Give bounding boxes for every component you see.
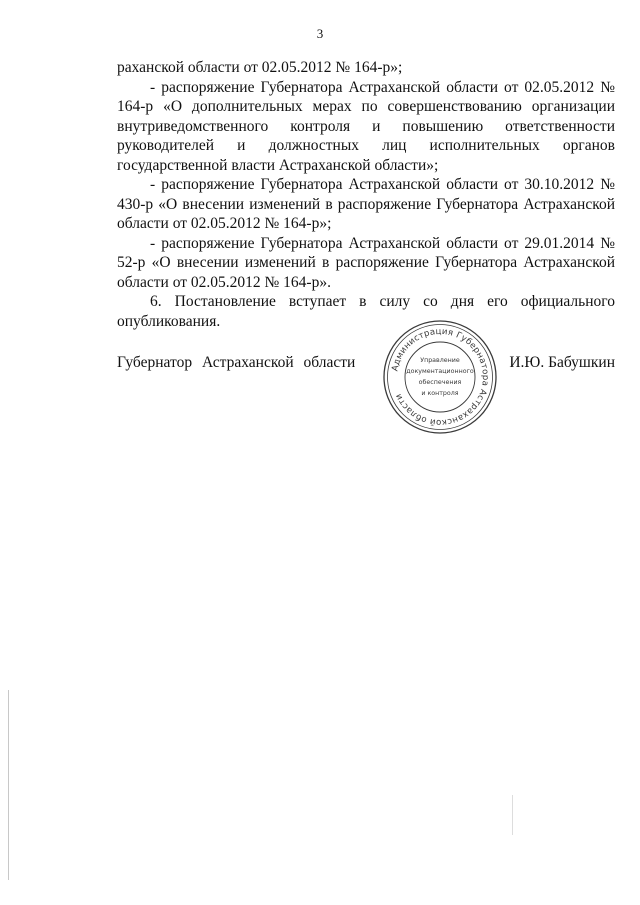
paragraph-effective-date: 6. Постановление вступает в силу со дня его официального опубликования. [117,293,615,330]
seal-ring-text: Администрация Губернатора Астраханской области [390,326,491,428]
signature-block [117,354,615,374]
signatory-title: Губернатор Астраханской области [117,354,356,371]
official-seal [381,318,499,436]
seal-rings [384,321,496,433]
seal-center-line: обеспечения [418,379,462,386]
scan-artifact-right [512,795,513,835]
paragraph-continuation: раханской области от 02.05.2012 № 164-р»; [117,59,403,76]
scan-artifact-left [8,690,9,880]
document-body [117,58,615,331]
paragraph-order-430: - распоряжение Губернатора Астраханской области от 30.10.2012 № 430-р «О внесении изменений в распоряжение Губернатора Астраханской области от 02.05.2012 № 164-р»; [117,176,615,232]
seal-center-line: документационного [406,368,474,375]
seal-center-line: Управление [420,357,460,364]
signatory-name: И.Ю. Бабушкин [509,354,615,371]
seal-center-line: и контроля [421,390,459,397]
page-number: 3 [316,26,324,41]
paragraph-order-164: - распоряжение Губернатора Астраханской области от 02.05.2012 № 164-р «О дополнительных мерах по совершенствованию организации внутриведомственного контроля и повышению ответственности руководителей и должностных лиц исполнительных органов государственной власти Астраханской области»; [117,78,615,174]
paragraph-order-52: - распоряжение Губернатора Астраханской области от 29.01.2014 № 52-р «О внесении изменений в распоряжение Губернатора Астраханской области от 02.05.2012 № 164-р». [117,234,615,291]
